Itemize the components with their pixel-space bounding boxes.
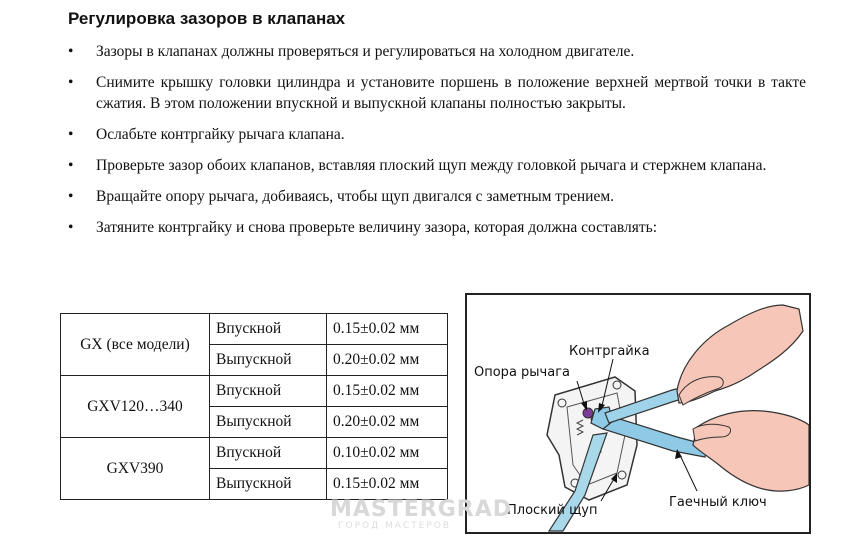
list-item-text: Ослабьте контргайку рычага клапана. xyxy=(96,126,345,143)
list-item-text: Проверьте зазор обоих клапанов, вставляя плоский щуп между головкой рычага и стержнем клапана. xyxy=(96,157,767,174)
valve-type-cell: Выпускной xyxy=(210,345,327,376)
valve-type-cell: Впускной xyxy=(210,438,327,469)
lower-hand xyxy=(693,411,809,491)
rocker-pivot-label: Опора рычага xyxy=(474,365,570,380)
valve-type-cell: Выпускной xyxy=(210,469,327,500)
clearance-value-cell: 0.20±0.02 мм xyxy=(327,345,448,376)
bullet-marker: • xyxy=(68,74,74,91)
valve-type-cell: Впускной xyxy=(210,314,327,345)
table-row xyxy=(61,314,448,345)
wrench-label: Гаечный ключ xyxy=(669,495,767,510)
watermark-brand: MASTERGRAD xyxy=(330,497,513,522)
list-item xyxy=(68,72,806,114)
bullet-marker: • xyxy=(68,157,74,174)
list-item xyxy=(68,124,806,145)
list-item xyxy=(68,186,806,207)
bullet-marker: • xyxy=(68,188,74,205)
watermark-tagline: ГОРОД МАСТЕРОВ xyxy=(338,521,452,531)
rocker-pivot-icon xyxy=(583,408,593,418)
list-item-text: Затяните контргайку и снова проверьте величину зазора, которая должна составлять: xyxy=(96,219,657,236)
instruction-list xyxy=(68,41,806,248)
clearance-value-cell: 0.10±0.02 мм xyxy=(327,438,448,469)
table-row xyxy=(61,438,448,469)
list-item-text: Зазоры в клапанах должны проверяться и регулироваться на холодном двигателе. xyxy=(96,43,635,60)
bullet-marker: • xyxy=(68,126,74,143)
model-cell: GXV120…340 xyxy=(61,376,210,438)
model-cell: GX (все модели) xyxy=(61,314,210,376)
valve-type-cell: Выпускной xyxy=(210,407,327,438)
bullet-marker: • xyxy=(68,219,74,236)
list-item-text: Вращайте опору рычага, добиваясь, чтобы щуп двигался с заметным трением. xyxy=(96,188,615,205)
list-item xyxy=(68,41,806,62)
feeler-gauge-label: Плоский щуп xyxy=(507,503,598,518)
clearance-value-cell: 0.15±0.02 мм xyxy=(327,376,448,407)
clearance-value-cell: 0.15±0.02 мм xyxy=(327,469,448,500)
list-item-text: Снимите крышку головки цилиндра и установите поршень в положение верхней мертвой точки в такте сжатия. В этом положении впускной и выпускной клапаны полностью закрыты. xyxy=(96,74,806,112)
list-item xyxy=(68,155,806,176)
page-title: Регулировка зазоров в клапанах xyxy=(68,9,346,28)
valve-clearance-table xyxy=(60,313,448,500)
valve-adjustment-illustration xyxy=(465,293,811,534)
valve-type-cell: Впускной xyxy=(210,376,327,407)
table-row xyxy=(61,376,448,407)
clearance-value-cell: 0.15±0.02 мм xyxy=(327,314,448,345)
wrench-leader-line xyxy=(679,453,697,491)
locknut-label: Контргайка xyxy=(569,344,650,359)
list-item xyxy=(68,217,806,238)
model-cell: GXV390 xyxy=(61,438,210,500)
bullet-marker: • xyxy=(68,43,74,60)
clearance-value-cell: 0.20±0.02 мм xyxy=(327,407,448,438)
